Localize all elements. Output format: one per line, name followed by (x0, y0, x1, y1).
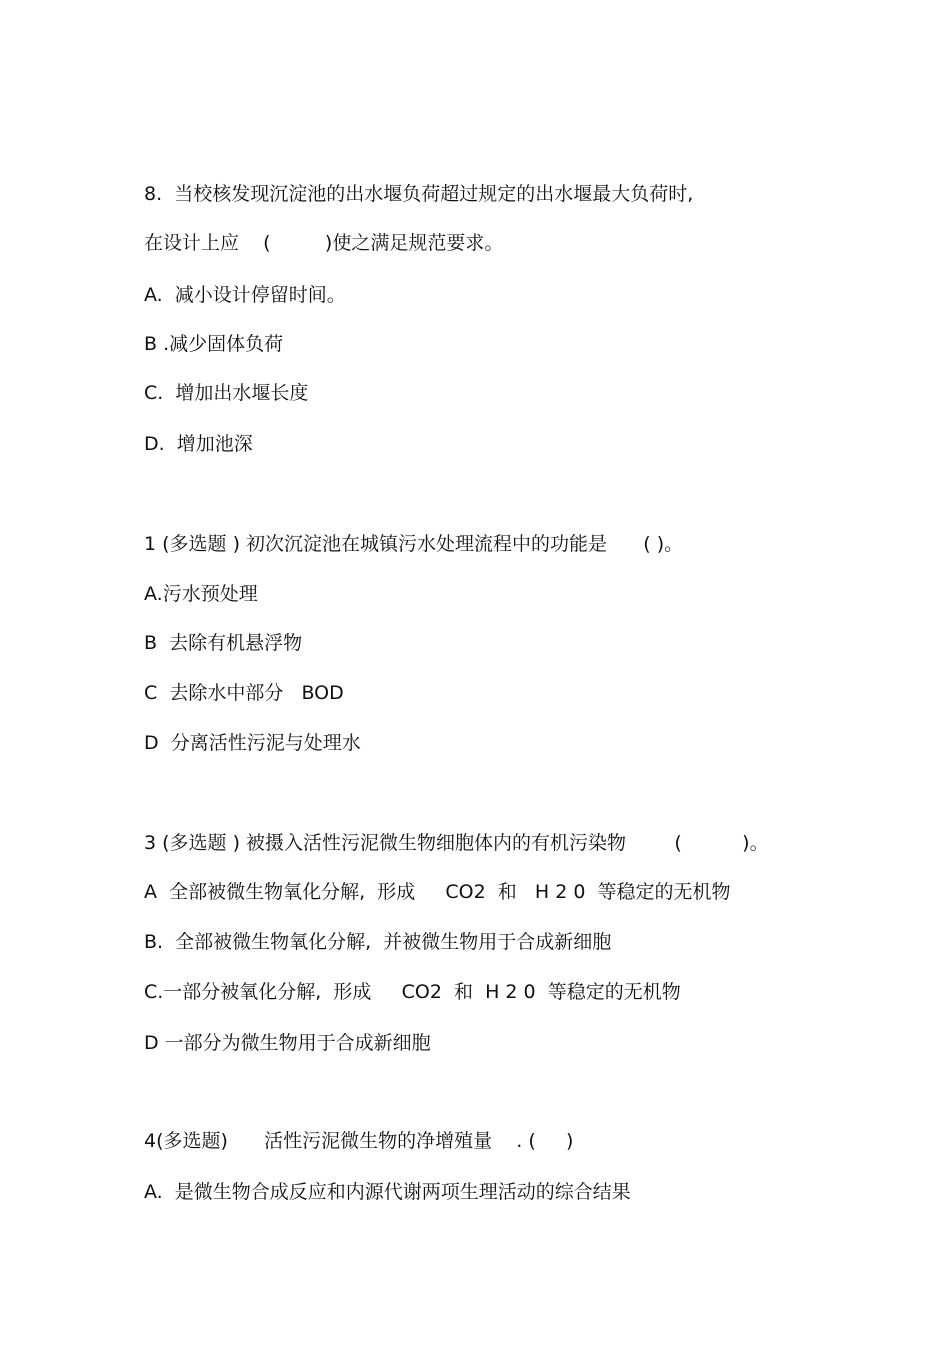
question-stem-line: 4(多选题) 活性污泥微生物的净增殖量 . ( ) (144, 1130, 574, 1152)
option-d: D 一部分为微生物用于合成新细胞 (144, 1032, 431, 1054)
option-a: A. 减小设计停留时间。 (144, 284, 346, 306)
option-a: A 全部被微生物氧化分解, 形成 CO2 和 H 2 0 等稳定的无机物 (144, 881, 731, 903)
option-b: B .减少固体负荷 (144, 333, 284, 355)
question-stem-line: 在设计上应 ( )使之满足规范要求。 (144, 232, 504, 254)
option-c: C. 增加出水堰长度 (144, 382, 309, 404)
option-c: C.一部分被氧化分解, 形成 CO2 和 H 2 0 等稳定的无机物 (144, 981, 681, 1003)
option-b: B. 全部被微生物氧化分解, 并被微生物用于合成新细胞 (144, 931, 612, 953)
option-b: B 去除有机悬浮物 (144, 632, 303, 654)
option-a: A.污水预处理 (144, 583, 258, 605)
option-c: C 去除水中部分 BOD (144, 682, 344, 704)
question-stem-line: 1 (多选题 ) 初次沉淀池在城镇污水处理流程中的功能是 ( )。 (144, 533, 684, 555)
option-d: D 分离活性污泥与处理水 (144, 732, 361, 754)
option-a: A. 是微生物合成反应和内源代谢两项生理活动的综合结果 (144, 1181, 631, 1203)
question-stem-line: 8. 当校核发现沉淀池的出水堰负荷超过规定的出水堰最大负荷时, (144, 183, 694, 205)
question-stem-line: 3 (多选题 ) 被摄入活性污泥微生物细胞体内的有机污染物 ( )。 (144, 832, 769, 854)
option-d: D. 增加池深 (144, 433, 253, 455)
